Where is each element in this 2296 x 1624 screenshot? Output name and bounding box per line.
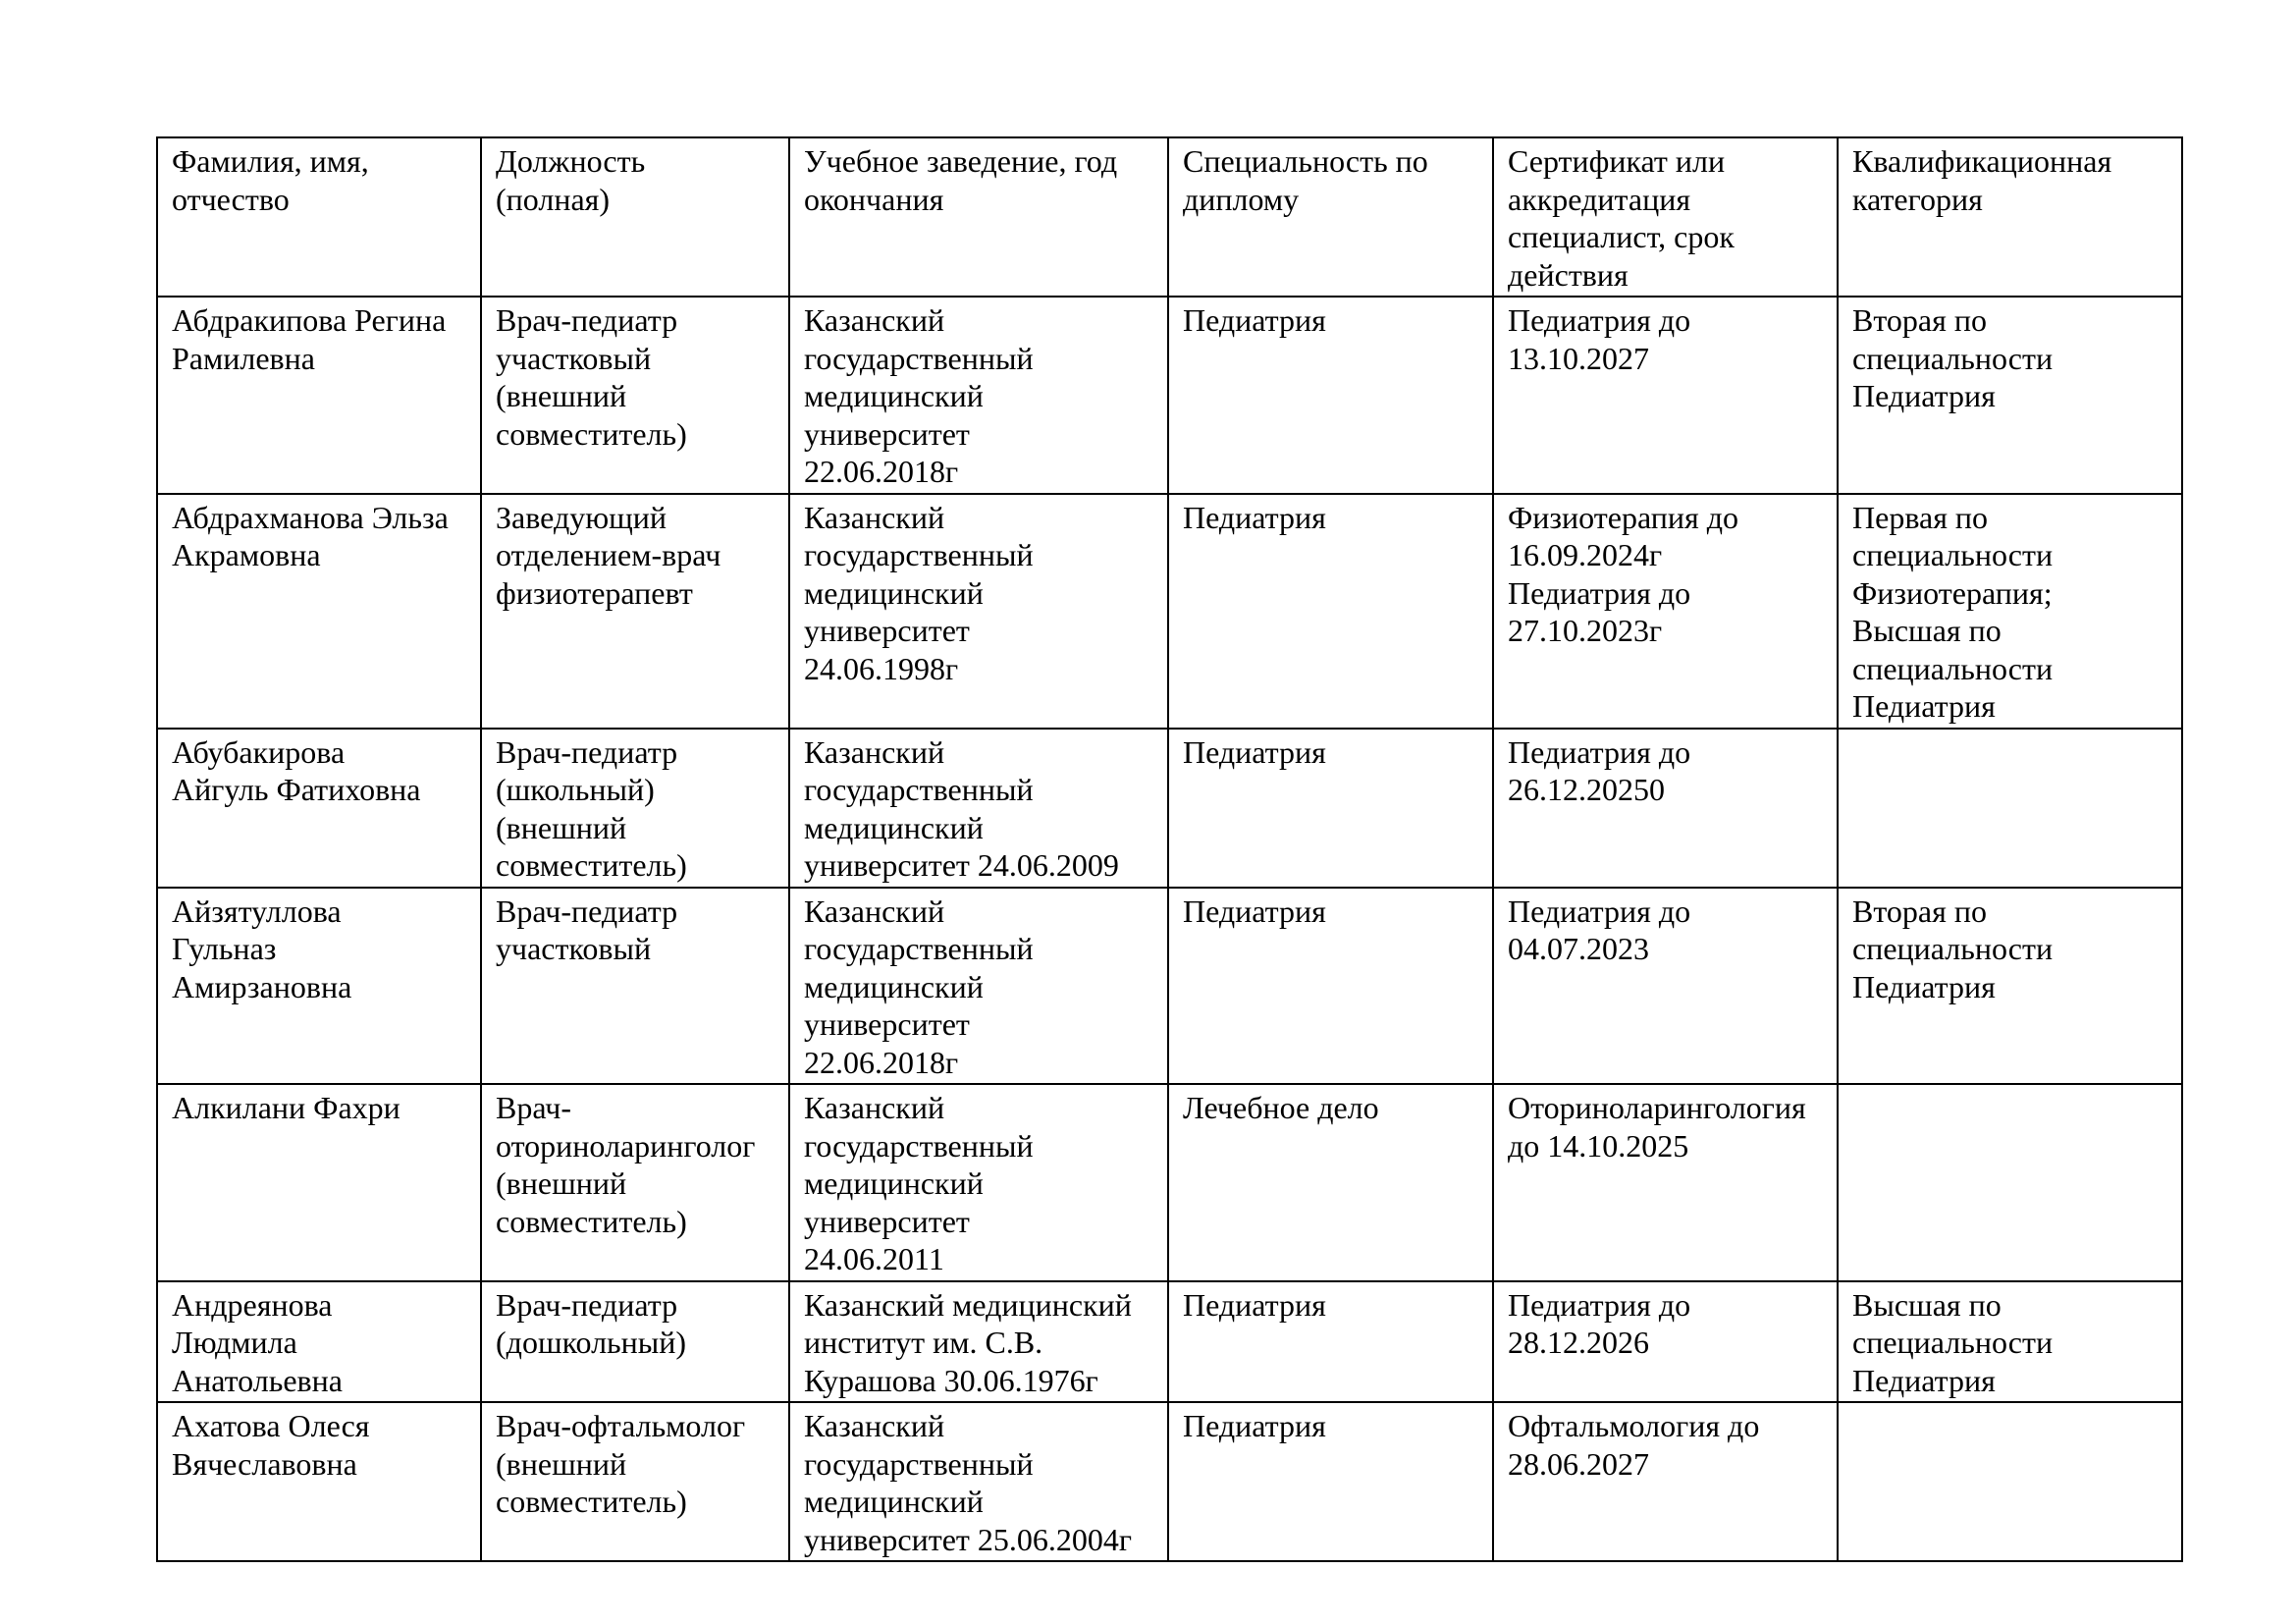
cell-institution: Казанский медицинский институт им. С.В. Курашова 30.06.1976г: [789, 1281, 1168, 1403]
cell-category: [1838, 1402, 2182, 1561]
cell-category: Вторая по специальности Педиатрия: [1838, 297, 2182, 494]
cell-institution: Казанский государственный медицинский университет 24.06.2009: [789, 729, 1168, 888]
cell-position: Врач-педиатр (школьный) (внешний совместитель): [481, 729, 789, 888]
staff-table: [156, 136, 2183, 1562]
header-cell-full-name: Фамилия, имя, отчество: [157, 137, 481, 297]
cell-full-name: Абдрахманова Эльза Акрамовна: [157, 494, 481, 729]
cell-specialty: Педиатрия: [1168, 1402, 1493, 1561]
cell-full-name: Абдракипова Регина Рамилевна: [157, 297, 481, 494]
table-row: [157, 494, 2182, 729]
cell-specialty: Педиатрия: [1168, 888, 1493, 1085]
cell-specialty: Педиатрия: [1168, 494, 1493, 729]
cell-category: [1838, 1084, 2182, 1281]
header-cell-certificate: Сертификат или аккредитация специалист, срок действия: [1493, 137, 1838, 297]
header-cell-category: Квалификационная категория: [1838, 137, 2182, 297]
cell-specialty: Педиатрия: [1168, 297, 1493, 494]
cell-certificate: Педиатрия до 26.12.20250: [1493, 729, 1838, 888]
table-row: [157, 297, 2182, 494]
header-cell-position: Должность (полная): [481, 137, 789, 297]
cell-position: Врач-педиатр участковый (внешний совместитель): [481, 297, 789, 494]
cell-full-name: Алкилани Фахри: [157, 1084, 481, 1281]
cell-institution: Казанский государственный медицинский университет 22.06.2018г: [789, 297, 1168, 494]
cell-full-name: Андреянова Людмила Анатольевна: [157, 1281, 481, 1403]
cell-specialty: Лечебное дело: [1168, 1084, 1493, 1281]
cell-specialty: Педиатрия: [1168, 729, 1493, 888]
cell-category: Высшая по специальности Педиатрия: [1838, 1281, 2182, 1403]
cell-category: Вторая по специальности Педиатрия: [1838, 888, 2182, 1085]
cell-specialty: Педиатрия: [1168, 1281, 1493, 1403]
cell-full-name: Абубакирова Айгуль Фатиховна: [157, 729, 481, 888]
cell-certificate: Педиатрия до 04.07.2023: [1493, 888, 1838, 1085]
cell-certificate: Офтальмология до 28.06.2027: [1493, 1402, 1838, 1561]
header-cell-institution: Учебное заведение, год окончания: [789, 137, 1168, 297]
table-row: [157, 1281, 2182, 1403]
table-header-row: [157, 137, 2182, 297]
table-row: [157, 1084, 2182, 1281]
table-row: [157, 888, 2182, 1085]
cell-certificate: Физиотерапия до 16.09.2024г Педиатрия до 27.10.2023г: [1493, 494, 1838, 729]
table-row: [157, 729, 2182, 888]
cell-full-name: Ахатова Олеся Вячеславовна: [157, 1402, 481, 1561]
cell-full-name: Айзятуллова Гульназ Амирзановна: [157, 888, 481, 1085]
cell-category: [1838, 729, 2182, 888]
cell-position: Врач-педиатр участковый: [481, 888, 789, 1085]
cell-certificate: Оториноларингология до 14.10.2025: [1493, 1084, 1838, 1281]
cell-institution: Казанский государственный медицинский университет 25.06.2004г: [789, 1402, 1168, 1561]
cell-certificate: Педиатрия до 28.12.2026: [1493, 1281, 1838, 1403]
cell-category: Первая по специальности Физиотерапия; Высшая по специальности Педиатрия: [1838, 494, 2182, 729]
cell-institution: Казанский государственный медицинский университет 24.06.2011: [789, 1084, 1168, 1281]
header-cell-specialty: Специальность по диплому: [1168, 137, 1493, 297]
table-row: [157, 1402, 2182, 1561]
cell-position: Заведующий отделением-врач физиотерапевт: [481, 494, 789, 729]
cell-institution: Казанский государственный медицинский университет 22.06.2018г: [789, 888, 1168, 1085]
cell-institution: Казанский государственный медицинский университет 24.06.1998г: [789, 494, 1168, 729]
cell-position: Врач- оториноларинголог (внешний совместитель): [481, 1084, 789, 1281]
cell-position: Врач-педиатр (дошкольный): [481, 1281, 789, 1403]
cell-certificate: Педиатрия до 13.10.2027: [1493, 297, 1838, 494]
cell-position: Врач-офтальмолог (внешний совместитель): [481, 1402, 789, 1561]
